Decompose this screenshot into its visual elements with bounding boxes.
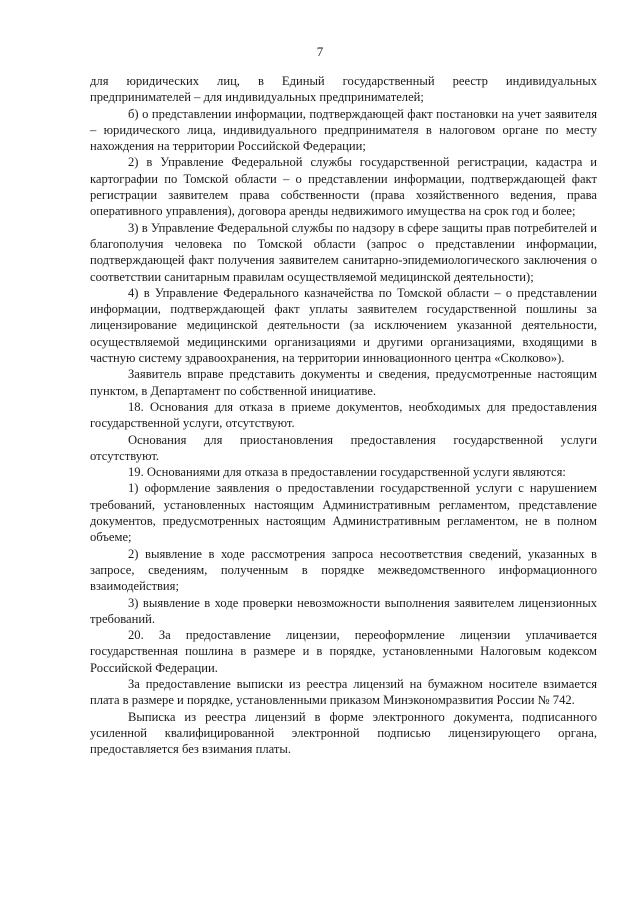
paragraph-19: 19. Основаниями для отказа в предоставлении государственной услуги являются: — [128, 465, 566, 480]
paragraph-item-4: 4) в Управление Федерального казначейства по Томской области – о представлении информации, подтверждающей факт уплаты заявителем государственной пошлины за лицензирование медицинской деятельности (за исключением указанной деятельности, осуществляемой медицинскими организациями и другими организациями, входящими в частную систему здравоохранения, на территории инновационного центра «Сколково»). — [90, 285, 597, 366]
page-number: 7 — [316, 44, 324, 59]
paragraph-20: 20. За предоставление лицензии, переоформление лицензии уплачивается государственная пошлина в размере и в порядке, установленными Налоговым кодексом Российской Федерации. — [90, 628, 597, 675]
paragraph-19-item-3: 3) выявление в ходе проверки невозможности выполнения заявителем лицензионных требований. — [90, 595, 597, 626]
paragraph-item-2: 2) в Управление Федеральной службы государственной регистрации, кадастра и картографии по Томской области – о представлении информации, подтверждающей факт регистрации заявителем права собственности (права хозяйственного ведения, права оперативного управления), договора аренды недвижимого имущества на срок год и более; — [90, 155, 597, 219]
document-body — [90, 73, 597, 757]
paragraph-extract-fee: За предоставление выписки из реестра лицензий на бумажном носителе взимается плата в размере и порядке, установленными приказом Минэкономразвития России № 742. — [90, 676, 597, 708]
paragraph-19-item-2: 2) выявление в ходе рассмотрения запроса несоответствия сведений, указанных в запросе, сведениям, полученным в порядке межведомственного информационного взаимодействия; — [90, 546, 597, 594]
paragraph-applicant-right: Заявитель вправе представить документы и сведения, предусмотренные настоящим пунктом, в Департамент по собственной инициативе. — [90, 367, 597, 398]
paragraph-18: 18. Основания для отказа в приеме документов, необходимых для предоставления государственной услуги, отсутствуют. — [90, 399, 597, 431]
paragraph-item-b: б) о представлении информации, подтверждающей факт постановки на учет заявителя – юридического лица, индивидуального предпринимателя в налоговом органе по месту нахождения на территории Российской Федерации; — [90, 106, 597, 154]
paragraph-suspension: Основания для приостановления предоставления государственной услуги отсутствуют. — [90, 432, 597, 463]
paragraph-item-3: 3) в Управление Федеральной службы по надзору в сфере защиты прав потребителей и благополучия человека по Томской области (запрос о представлении информации, подтверждающей факт получения заявителем санитарно-эпидемиологического заключения о соответствии санитарным правилам осуществляемой медицинской деятельности); — [90, 220, 597, 284]
paragraph-electronic-extract: Выписка из реестра лицензий в форме электронного документа, подписанного усиленной квалифицированной электронной подписью лицензирующего органа, предоставляется без взимания платы. — [90, 709, 597, 757]
paragraph-19-item-1: 1) оформление заявления о предоставлении государственной услуги с нарушением требований, установленных настоящим Административным регламентом, представление документов, предусмотренных настоящим Административным регламентом, не в полном объеме; — [90, 481, 597, 545]
paragraph-continuation: для юридических лиц, в Единый государственный реестр индивидуальных предпринимателей – для индивидуальных предпринимателей; — [90, 74, 597, 105]
